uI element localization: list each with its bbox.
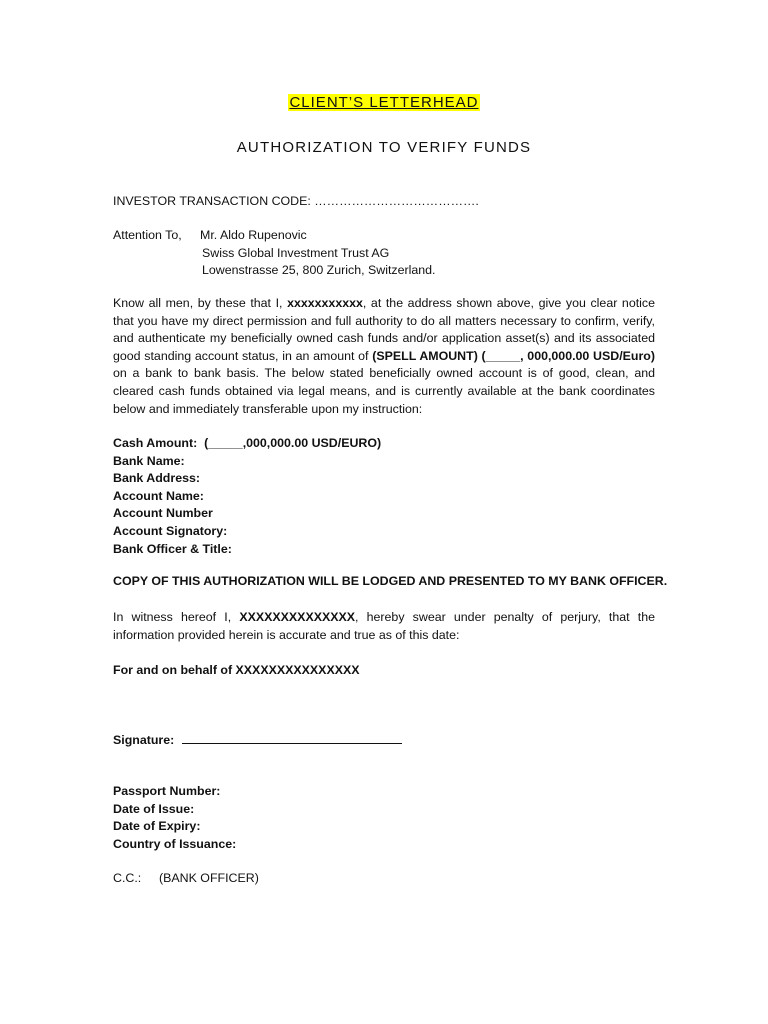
cash-amount-value: (_____,000,000.00 USD/EURO) bbox=[204, 436, 382, 450]
passport-fields bbox=[113, 783, 655, 853]
copy-notice-text: COPY OF THIS AUTHORIZATION WILL BE LODGED AND PRESENTED TO MY BANK OFFICER. bbox=[113, 574, 668, 588]
bank-address-label: Bank Address: bbox=[113, 471, 200, 486]
bank-officer-label: Bank Officer & Title: bbox=[113, 541, 232, 556]
signature-label: Signature: bbox=[113, 733, 175, 747]
document-title: AUTHORIZATION TO VERIFY FUNDS bbox=[236, 139, 532, 156]
investor-code-value: …………………………………. bbox=[314, 194, 479, 208]
attention-company: Swiss Global Investment Trust AG bbox=[202, 245, 390, 260]
account-name-label: Account Name: bbox=[113, 488, 204, 503]
witness-name: XXXXXXXXXXXXXX bbox=[239, 610, 356, 624]
on-behalf-label: For and on behalf of bbox=[113, 663, 236, 677]
copy-notice bbox=[113, 573, 668, 591]
account-signatory-label: Account Signatory: bbox=[113, 523, 228, 538]
on-behalf-line bbox=[113, 662, 655, 680]
witness-text: , hereby swear under penalty of perjury, that the information provided herein is accurate and true as of this date: bbox=[113, 610, 655, 642]
investor-code-line bbox=[113, 193, 655, 211]
paragraph-text: on a bank to bank basis. The below stated beneficially owned account is of good, clean, and cleared cash funds obtained via legal means, and is currently available at the bank coordinates below and immediately transferable upon my instruction: bbox=[113, 366, 655, 416]
signature-line bbox=[113, 731, 655, 749]
on-behalf-name: XXXXXXXXXXXXXXX bbox=[235, 663, 360, 677]
cc-value: (BANK OFFICER) bbox=[159, 871, 259, 885]
paragraph-text: , at the address shown above, give you clear notice that you have my direct permission and full authority to do all matters necessary to confirm, verify, and authenticate my beneficially owned cash funds and/or application asset(s) and its associated good standing account status, in an amount of bbox=[113, 296, 655, 363]
witness-paragraph bbox=[113, 609, 655, 644]
spell-amount: (SPELL AMOUNT) (_____, 000,000.00 USD/Euro) bbox=[372, 348, 655, 363]
attention-address: Lowenstrasse 25, 800 Zurich, Switzerland. bbox=[202, 263, 436, 278]
investor-name: xxxxxxxxxxx bbox=[287, 296, 363, 310]
cash-amount-line bbox=[113, 435, 655, 453]
attention-label: Attention To, bbox=[113, 228, 182, 242]
investor-code-label: INVESTOR TRANSACTION CODE: bbox=[113, 194, 311, 208]
attention-block bbox=[113, 227, 655, 280]
attention-line-1 bbox=[113, 227, 655, 245]
cash-amount-label: Cash Amount: bbox=[113, 436, 198, 450]
paragraph-text: Know all men, by these that I, bbox=[113, 296, 288, 310]
bank-name-label: Bank Name: bbox=[113, 453, 185, 468]
passport-number-label: Passport Number: bbox=[113, 784, 221, 798]
account-number-label: Account Number bbox=[113, 506, 213, 521]
date-of-issue-label: Date of Issue: bbox=[113, 801, 195, 816]
attention-recipient: Mr. Aldo Rupenovic bbox=[200, 228, 307, 242]
signature-blank bbox=[182, 731, 402, 744]
bank-fields bbox=[113, 435, 655, 558]
authorization-paragraph bbox=[113, 295, 655, 418]
witness-text: In witness hereof I, bbox=[113, 610, 240, 624]
cc-label: C.C.: bbox=[113, 871, 142, 885]
date-of-expiry-label: Date of Expiry: bbox=[113, 819, 201, 834]
cc-line bbox=[113, 870, 655, 888]
country-of-issuance-label: Country of Issuance: bbox=[113, 836, 237, 851]
letterhead-heading bbox=[0, 94, 768, 113]
letterhead-text: CLIENT’S LETTERHEAD bbox=[289, 94, 479, 111]
